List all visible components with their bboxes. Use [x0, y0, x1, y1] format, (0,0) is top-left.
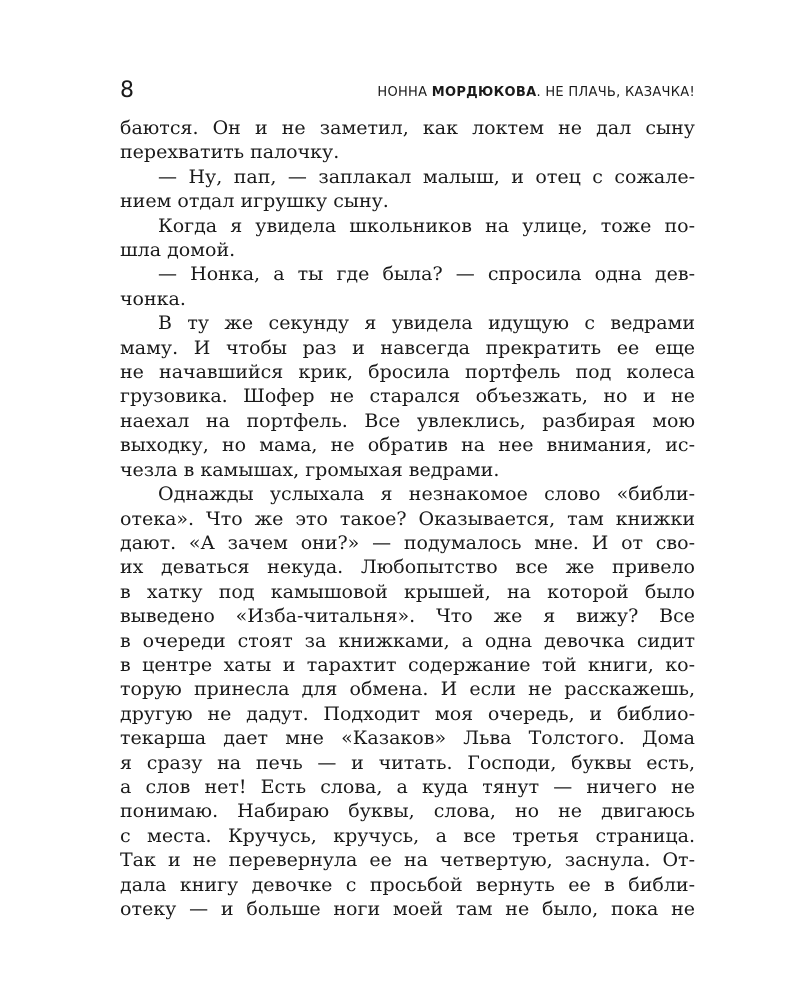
- text-line: а слов нет! Есть слова, а куда тянут — ничего не: [120, 775, 695, 798]
- text-line: торую принесла для обмена. И если не расскажешь,: [120, 678, 695, 701]
- text-line: их деваться некуда. Любопытство все же привело: [120, 556, 695, 579]
- text-line: чезла в камышах, громыхая ведрами.: [120, 458, 500, 481]
- text-line: выходку, но мама, не обратив на нее внимания, ис-: [120, 434, 695, 457]
- text-line: другую не дадут. Подходит моя очередь, и библио-: [120, 702, 695, 725]
- running-head: [377, 84, 695, 102]
- text-line: грузовика. Шофер не старался объезжать, но и не: [120, 385, 695, 408]
- text-line: отеку — и больше ноги моей там не было, пока не: [120, 898, 695, 920]
- text-line: в центре хаты и тарахтит содержание той книги, ко-: [120, 653, 695, 676]
- text-line: я сразу на печь — и читать. Господи, буквы есть,: [120, 751, 695, 774]
- text-line: выведено «Изба-читальня». Что же я вижу? Все: [120, 605, 695, 628]
- text-line: наехал на портфель. Все увлеклись, разбирая мою: [120, 409, 695, 432]
- paragraph: [120, 262, 695, 311]
- text-line: с места. Кручусь, кручусь, а все третья страница.: [120, 824, 695, 847]
- text-line: Однажды услыхала я незнакомое слово «библи-: [158, 483, 695, 506]
- text-line: чонка.: [120, 287, 186, 310]
- text-line: шла домой.: [120, 239, 236, 262]
- text-line: — Нонка, а ты где была? — спросила одна дев-: [158, 263, 695, 286]
- text-line: в хатку под камышовой крышей, на которой было: [120, 580, 695, 603]
- paragraph: [120, 116, 695, 165]
- page-number: 8: [120, 78, 134, 103]
- text-line: — Ну, пап, — заплакал малыш, и отец с сожале-: [158, 165, 695, 188]
- running-head-title: . НЕ ПЛАЧЬ, КАЗАЧКА!: [536, 85, 695, 100]
- running-head-author-last: МОРДЮКОВА: [431, 85, 537, 100]
- text-line: нием отдал игрушку сыну.: [120, 190, 389, 213]
- text-line: не начавшийся крик, бросила портфель под колеса: [120, 361, 695, 384]
- text-line: маму. И чтобы раз и навсегда прекратить ее еще: [120, 336, 695, 359]
- paragraph: [120, 165, 695, 214]
- text-line: дают. «А зачем они?» — подумалось мне. И от сво-: [120, 531, 695, 554]
- running-head-author-first: НОННА: [377, 85, 432, 100]
- text-line: отека». Что же это такое? Оказывается, там книжки: [120, 507, 695, 530]
- text-line: баются. Он и не заметил, как локтем не дал сыну: [120, 117, 695, 139]
- paragraph: [120, 214, 695, 263]
- paragraph: [120, 482, 695, 921]
- paragraph: [120, 311, 695, 482]
- text-line: Когда я увидела школьников на улице, тоже по-: [158, 214, 695, 237]
- text-line: Так и не перевернула ее на четвертую, заснула. От-: [120, 849, 695, 872]
- text-line: перехватить палочку.: [120, 141, 340, 164]
- text-line: в очереди стоят за книжками, а одна девочка сидит: [120, 629, 695, 652]
- text-line: дала книгу девочке с просьбой вернуть ее в библи-: [120, 873, 695, 896]
- text-line: текарша дает мне «Казаков» Льва Толстого. Дома: [120, 727, 695, 750]
- body-text: [120, 116, 695, 921]
- text-line: В ту же секунду я увидела идущую с ведрами: [158, 312, 695, 335]
- text-line: понимаю. Набираю буквы, слова, но не двигаюсь: [120, 800, 695, 823]
